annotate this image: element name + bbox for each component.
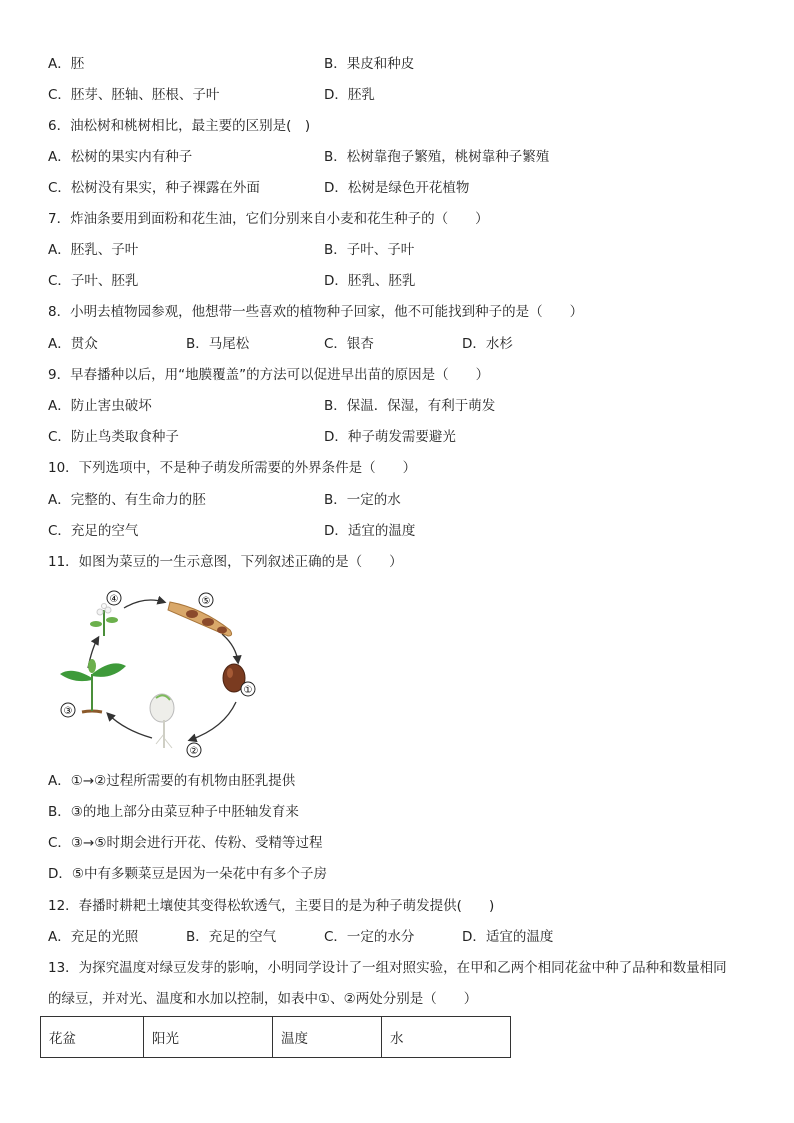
- q5-option-a: A．胚: [48, 56, 85, 72]
- q11-option-c: C．③→⑤时期会进行开花、传粉、受精等过程: [48, 835, 323, 851]
- q10-option-a: A．完整的、有生命力的胚: [48, 492, 206, 508]
- life-cycle-diagram: [52, 588, 272, 766]
- q12-option-d: D．适宜的温度: [462, 929, 554, 945]
- table-header-water: 水: [382, 1017, 511, 1058]
- q9-option-a: A．防止害虫破坏: [48, 398, 152, 414]
- bean-life-cycle-figure: [52, 588, 272, 766]
- label-2: ②: [189, 746, 199, 757]
- q11-stem: 11．如图为菜豆的一生示意图，下列叙述正确的是（ ）: [48, 554, 403, 570]
- q6-option-a: A．松树的果实内有种子: [48, 149, 193, 165]
- q13-stem-line1: 13．为探究温度对绿豆发芽的影响，小明同学设计了一组对照实验，在甲和乙两个相同花盆中种了品种和数量相同: [48, 960, 727, 976]
- germinating-seed-image: [150, 694, 174, 748]
- q10-stem: 10．下列选项中，不是种子萌发所需要的外界条件是（ ）: [48, 460, 417, 476]
- q7-option-d: D．胚乳、胚乳: [324, 273, 416, 289]
- q11-option-a: A．①→②过程所需要的有机物由胚乳提供: [48, 773, 296, 789]
- q6-stem: 6．油松树和桃树相比，最主要的区别是( ): [48, 118, 311, 134]
- q8-option-c: C．银杏: [324, 336, 374, 352]
- label-5: ⑤: [201, 596, 211, 607]
- arrow-5-to-1: [222, 634, 238, 662]
- q13-stem-line2: 的绿豆，并对光、温度和水加以控制，如表中①、②两处分别是（ ）: [48, 991, 478, 1007]
- label-4: ④: [109, 594, 119, 605]
- q9-option-d: D．种子萌发需要避光: [324, 429, 456, 445]
- q6-option-b: B．松树靠孢子繁殖，桃树靠种子繁殖: [324, 149, 550, 165]
- q9-option-b: B．保温．保湿，有利于萌发: [324, 398, 496, 414]
- label-1: ①: [243, 685, 253, 696]
- q12-option-c: C．一定的水分: [324, 929, 415, 945]
- label-3: ③: [63, 706, 73, 717]
- q8-stem: 8．小明去植物园参观，他想带一些喜欢的植物种子回家，他不可能找到种子的是（ ）: [48, 304, 584, 320]
- table-header-pot: 花盆: [41, 1017, 144, 1058]
- q11-option-d: D．⑤中有多颗菜豆是因为一朵花中有多个子房: [48, 866, 327, 882]
- q7-option-c: C．子叶、胚乳: [48, 273, 139, 289]
- q8-option-b: B．马尾松: [186, 336, 250, 352]
- q7-option-a: A．胚乳、子叶: [48, 242, 139, 258]
- flowering-plant-image: [90, 604, 118, 637]
- arrow-2-to-3: [108, 714, 152, 738]
- table-header-temperature: 温度: [273, 1017, 382, 1058]
- q5-option-d: D．胚乳: [324, 87, 375, 103]
- q5-option-b: B．果皮和种皮: [324, 56, 415, 72]
- q10-option-c: C．充足的空气: [48, 523, 139, 539]
- q12-option-a: A．充足的光照: [48, 929, 139, 945]
- q9-option-c: C．防止鸟类取食种子: [48, 429, 179, 445]
- q10-option-b: B．一定的水: [324, 492, 401, 508]
- q5-option-c: C．胚芽、胚轴、胚根、子叶: [48, 87, 220, 103]
- q9-stem: 9．早春播种以后，用“地膜覆盖”的方法可以促进早出苗的原因是（ ）: [48, 367, 490, 383]
- q11-option-b: B．③的地上部分由菜豆种子中胚轴发育来: [48, 804, 299, 820]
- q6-option-d: D．松树是绿色开花植物: [324, 180, 470, 196]
- arrow-4-to-5: [124, 600, 164, 608]
- q10-option-d: D．适宜的温度: [324, 523, 416, 539]
- q7-stem: 7．炸油条要用到面粉和花生油，它们分别来自小麦和花生种子的（ ）: [48, 211, 489, 227]
- arrow-1-to-2: [190, 702, 236, 740]
- experiment-table: [40, 1016, 511, 1058]
- table-header-row: [41, 1017, 511, 1058]
- q8-option-a: A．贯众: [48, 336, 98, 352]
- bean-pod-image: [168, 602, 232, 636]
- q12-option-b: B．充足的空气: [186, 929, 277, 945]
- q7-option-b: B．子叶、子叶: [324, 242, 415, 258]
- q6-option-c: C．松树没有果实，种子裸露在外面: [48, 180, 260, 196]
- q8-option-d: D．水杉: [462, 336, 513, 352]
- q12-stem: 12．春播时耕耙土壤使其变得松软透气，主要目的是为种子萌发提供( ): [48, 898, 495, 914]
- table-header-sunlight: 阳光: [144, 1017, 273, 1058]
